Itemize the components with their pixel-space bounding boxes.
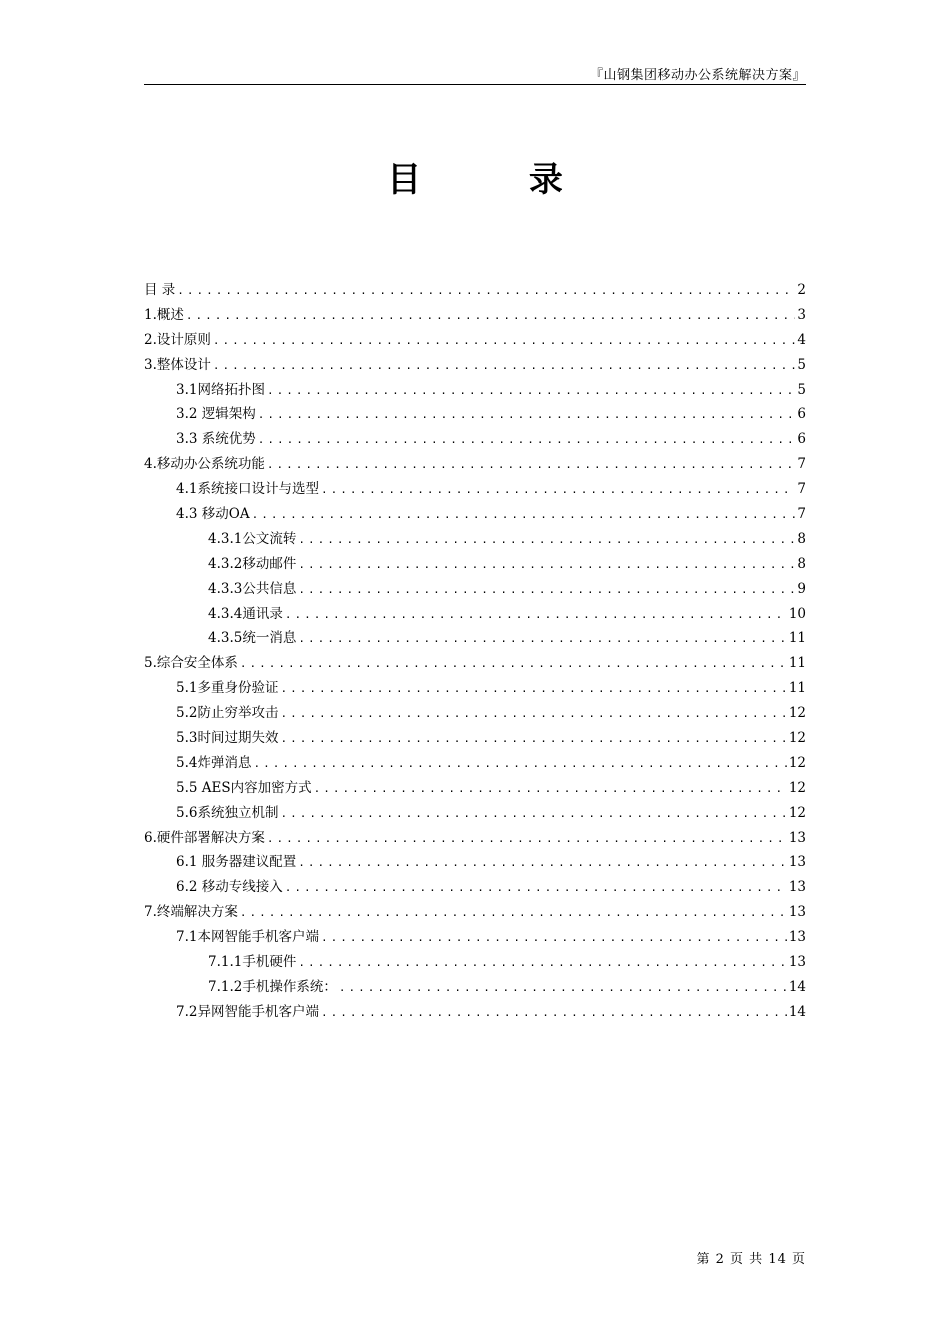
toc-entry-page: 12 [788, 779, 806, 796]
toc-entry-page: 12 [788, 730, 806, 747]
toc-entry[interactable] [144, 303, 806, 328]
toc-entry-page: 6 [797, 406, 806, 423]
header-title: 『山钢集团移动办公系统解决方案』 [589, 68, 806, 83]
page-header [144, 62, 806, 85]
toc-entry-page: 5 [797, 356, 806, 373]
toc-leader-dots [339, 981, 787, 994]
toc-entry-label: 1.概述 [144, 306, 184, 323]
toc-leader-dots [298, 533, 795, 546]
toc-entry-label: 5.3时间过期失效 [176, 730, 279, 747]
toc-leader-dots [298, 956, 786, 969]
toc-entry-label: 5.2防止穷举攻击 [176, 705, 279, 722]
toc-entry-page: 8 [797, 530, 806, 547]
toc-entry[interactable] [144, 402, 806, 427]
toc-entry-label: 5.6系统独立机制 [176, 804, 279, 821]
toc-leader-dots [280, 732, 786, 745]
toc-entry-page: 7 [797, 456, 806, 473]
toc-entry-label: 3.3 系统优势 [176, 431, 256, 448]
toc-entry-label: 5.4炸弹消息 [176, 754, 252, 771]
toc-entry-page: 13 [788, 954, 806, 971]
toc-entry-label: 3.1网络拓扑图 [176, 381, 265, 398]
toc-entry[interactable] [144, 602, 806, 627]
toc-entry-page: 3 [797, 306, 806, 323]
toc-entry-page: 7 [797, 481, 806, 498]
toc-leader-dots [321, 483, 795, 496]
toc-leader-dots [240, 906, 787, 919]
toc-entry[interactable] [144, 925, 806, 950]
toc-entry-label: 6.1 服务器建议配置 [176, 854, 297, 871]
toc-entry-label: 4.移动办公系统功能 [144, 456, 265, 473]
toc-leader-dots [258, 408, 796, 421]
toc-entry-label: 6.硬件部署解决方案 [144, 829, 265, 846]
toc-entry-label: 7.1.1手机硬件 [208, 954, 297, 971]
toc-leader-dots [298, 558, 795, 571]
toc-leader-dots [213, 334, 796, 347]
toc-leader-dots [280, 707, 786, 720]
toc-entry-label: 目 录 [144, 282, 176, 298]
toc-leader-dots [213, 359, 796, 372]
page-title: 目 录 [387, 160, 611, 200]
toc-entry[interactable] [144, 776, 806, 801]
toc-entry-label: 4.3.5统一消息 [208, 630, 297, 647]
toc-entry-label: 7.1本网智能手机客户端 [176, 929, 319, 946]
toc-entry-label: 7.终端解决方案 [144, 904, 238, 921]
toc-entry[interactable] [144, 850, 806, 875]
toc-entry-label: 4.3.3公共信息 [208, 580, 297, 597]
toc-entry-page: 9 [797, 580, 806, 597]
toc-entry[interactable] [144, 975, 806, 1000]
toc-leader-dots [280, 682, 786, 695]
toc-entry-page: 12 [788, 804, 806, 821]
toc-leader-dots [314, 782, 787, 795]
toc-entry-page: 13 [788, 829, 806, 846]
toc-entry[interactable] [144, 278, 806, 303]
toc-entry-label: 4.1系统接口设计与选型 [176, 481, 319, 498]
toc-entry-page: 6 [797, 431, 806, 448]
toc-leader-dots [321, 1006, 787, 1019]
toc-leader-dots [186, 309, 796, 322]
toc-leader-dots [321, 931, 787, 944]
toc-leader-dots [298, 583, 795, 596]
toc-leader-dots [252, 508, 796, 521]
toc-leader-dots [298, 856, 787, 869]
toc-entry-label: 5.5 AES内容加密方式 [176, 779, 312, 796]
toc-entry-label: 4.3 移动OA [176, 506, 250, 523]
toc-entry-label: 5.1多重身份验证 [176, 680, 279, 697]
toc-entry-page: 13 [788, 904, 806, 921]
toc-entry[interactable] [144, 328, 806, 353]
toc-entry-page: 7 [797, 506, 806, 523]
toc-leader-dots [258, 433, 796, 446]
toc-entry[interactable] [144, 353, 806, 378]
table-of-contents [144, 278, 806, 1025]
toc-entry-label: 4.3.2移动邮件 [208, 555, 297, 572]
toc-entry[interactable] [144, 651, 806, 676]
toc-entry-page: 2 [797, 282, 806, 298]
toc-entry-label: 2.设计原则 [144, 331, 211, 348]
toc-leader-dots [298, 632, 786, 645]
toc-entry[interactable] [144, 552, 806, 577]
toc-entry-page: 11 [788, 680, 806, 697]
toc-entry-page: 10 [788, 605, 806, 622]
toc-entry[interactable] [144, 701, 806, 726]
toc-entry-page: 5 [797, 381, 806, 398]
toc-entry-page: 4 [797, 331, 806, 348]
toc-entry[interactable] [144, 801, 806, 826]
toc-entry[interactable] [144, 577, 806, 602]
toc-entry-label: 3.2 逻辑架构 [176, 406, 256, 423]
toc-leader-dots [267, 832, 787, 845]
toc-entry[interactable] [144, 502, 806, 527]
toc-entry-page: 12 [788, 705, 806, 722]
toc-entry-label: 7.2异网智能手机客户端 [176, 1003, 319, 1020]
toc-entry[interactable] [144, 626, 806, 651]
toc-entry[interactable] [144, 427, 806, 452]
toc-entry[interactable] [144, 726, 806, 751]
toc-entry[interactable] [144, 477, 806, 502]
toc-entry-page: 11 [788, 655, 806, 672]
toc-entry-page: 11 [788, 630, 806, 647]
toc-entry[interactable] [144, 826, 806, 851]
toc-entry-label: 4.3.4通讯录 [208, 605, 283, 622]
toc-entry-label: 4.3.1公文流转 [208, 530, 297, 547]
toc-entry-page: 13 [788, 879, 806, 896]
toc-entry[interactable] [144, 452, 806, 477]
toc-entry-page: 12 [788, 754, 806, 771]
toc-entry-label: 3.整体设计 [144, 356, 211, 373]
toc-entry-page: 14 [788, 978, 806, 995]
toc-entry-label: 5.综合安全体系 [144, 655, 238, 672]
toc-leader-dots [240, 657, 787, 670]
toc-entry-page: 14 [788, 1003, 806, 1020]
toc-entry[interactable] [144, 950, 806, 975]
toc-leader-dots [285, 881, 787, 894]
toc-leader-dots [280, 807, 786, 820]
page-footer: 第 2 页 共 14 页 [696, 1252, 806, 1267]
toc-entry[interactable] [144, 1000, 806, 1025]
toc-entry[interactable] [144, 875, 806, 900]
toc-entry[interactable] [144, 900, 806, 925]
toc-entry[interactable] [144, 378, 806, 403]
toc-leader-dots [177, 284, 795, 297]
toc-entry-label: 6.2 移动专线接入 [176, 879, 283, 896]
toc-entry[interactable] [144, 527, 806, 552]
toc-entry-page: 8 [797, 555, 806, 572]
toc-entry[interactable] [144, 751, 806, 776]
toc-leader-dots [285, 608, 787, 621]
toc-entry-page: 13 [788, 854, 806, 871]
toc-leader-dots [267, 458, 796, 471]
toc-leader-dots [253, 757, 786, 770]
toc-entry[interactable] [144, 676, 806, 701]
toc-leader-dots [267, 384, 795, 397]
toc-entry-label: 7.1.2手机操作系统： [208, 978, 337, 995]
toc-entry-page: 13 [788, 929, 806, 946]
